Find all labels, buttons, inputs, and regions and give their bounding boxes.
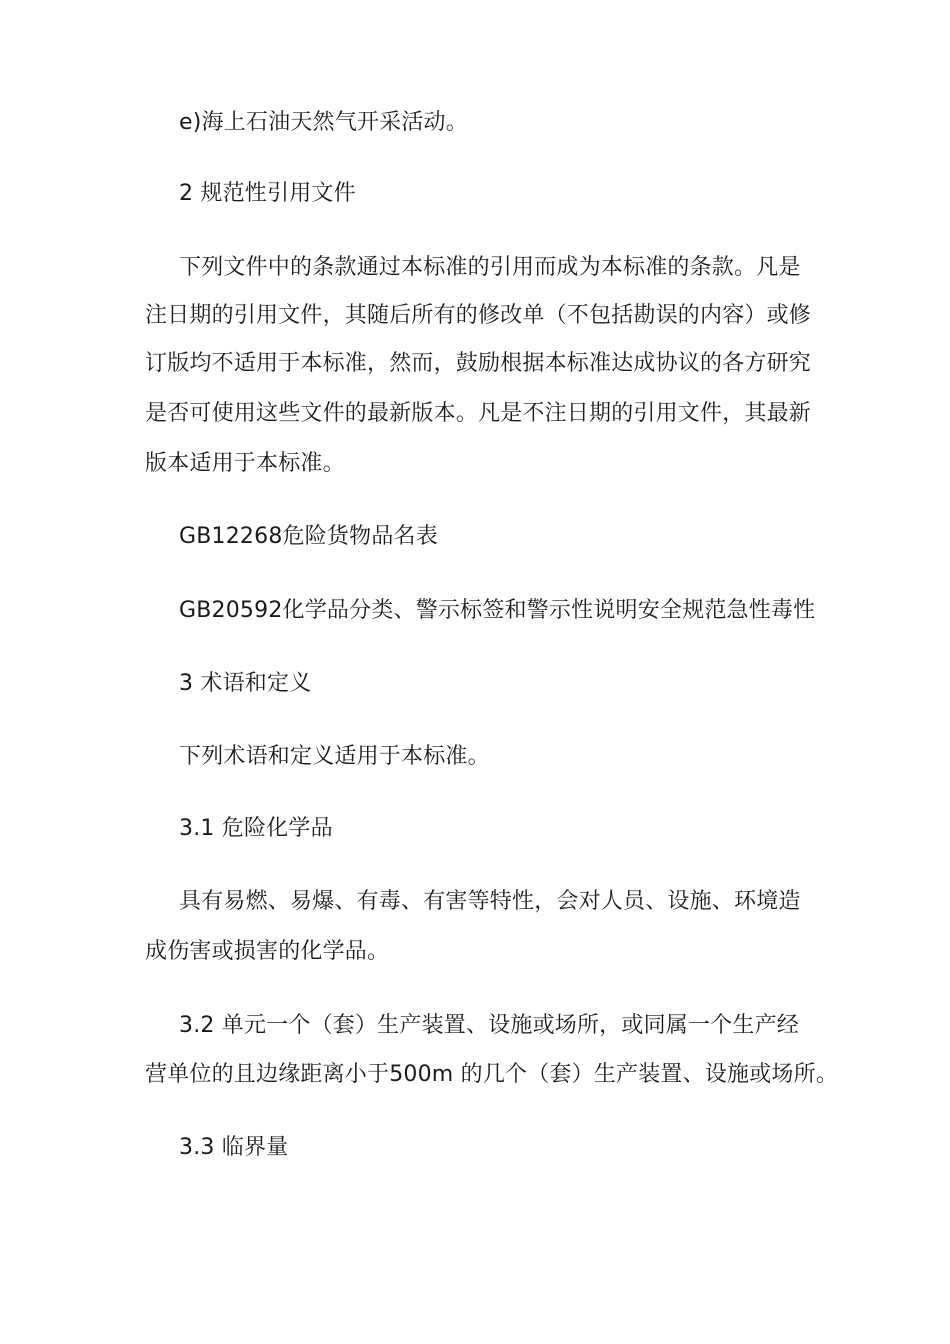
list-item-e: e)海上石油天然气开采活动。 <box>179 110 468 135</box>
reference-item: GB20592化学品分类、警示标签和警示性说明安全规范急性毒性 <box>179 598 816 623</box>
term-heading-3-3: 3.3 临界量 <box>179 1135 289 1160</box>
reference-item: GB12268危险货物品名表 <box>179 524 438 549</box>
section-heading-3: 3 术语和定义 <box>179 671 312 696</box>
paragraph-line: 具有易燃、易爆、有毒、有害等特性，会对人员、设施、环境造 <box>179 889 801 914</box>
term-3-2-line: 3.2 单元一个（套）生产装置、设施或场所，或同属一个生产经 <box>179 1013 799 1038</box>
paragraph-line: 订版均不适用于本标准，然而，鼓励根据本标准达成协议的各方研究 <box>145 351 812 376</box>
paragraph-line: 版本适用于本标准。 <box>145 451 345 476</box>
term-heading-3-1: 3.1 危险化学品 <box>179 816 333 841</box>
paragraph-line: 是否可使用这些文件的最新版本。凡是不注日期的引用文件，其最新 <box>145 401 812 426</box>
section-heading-2: 2 规范性引用文件 <box>179 181 356 206</box>
paragraph-line: 下列文件中的条款通过本标准的引用而成为本标准的条款。凡是 <box>179 255 801 280</box>
paragraph-line: 成伤害或损害的化学品。 <box>145 939 390 964</box>
term-3-2-line: 营单位的且边缘距离小于500m 的几个（套）生产装置、设施或场所。 <box>145 1062 839 1087</box>
paragraph-line: 下列术语和定义适用于本标准。 <box>179 744 490 769</box>
paragraph-line: 注日期的引用文件，其随后所有的修改单（不包括勘误的内容）或修 <box>145 303 812 328</box>
